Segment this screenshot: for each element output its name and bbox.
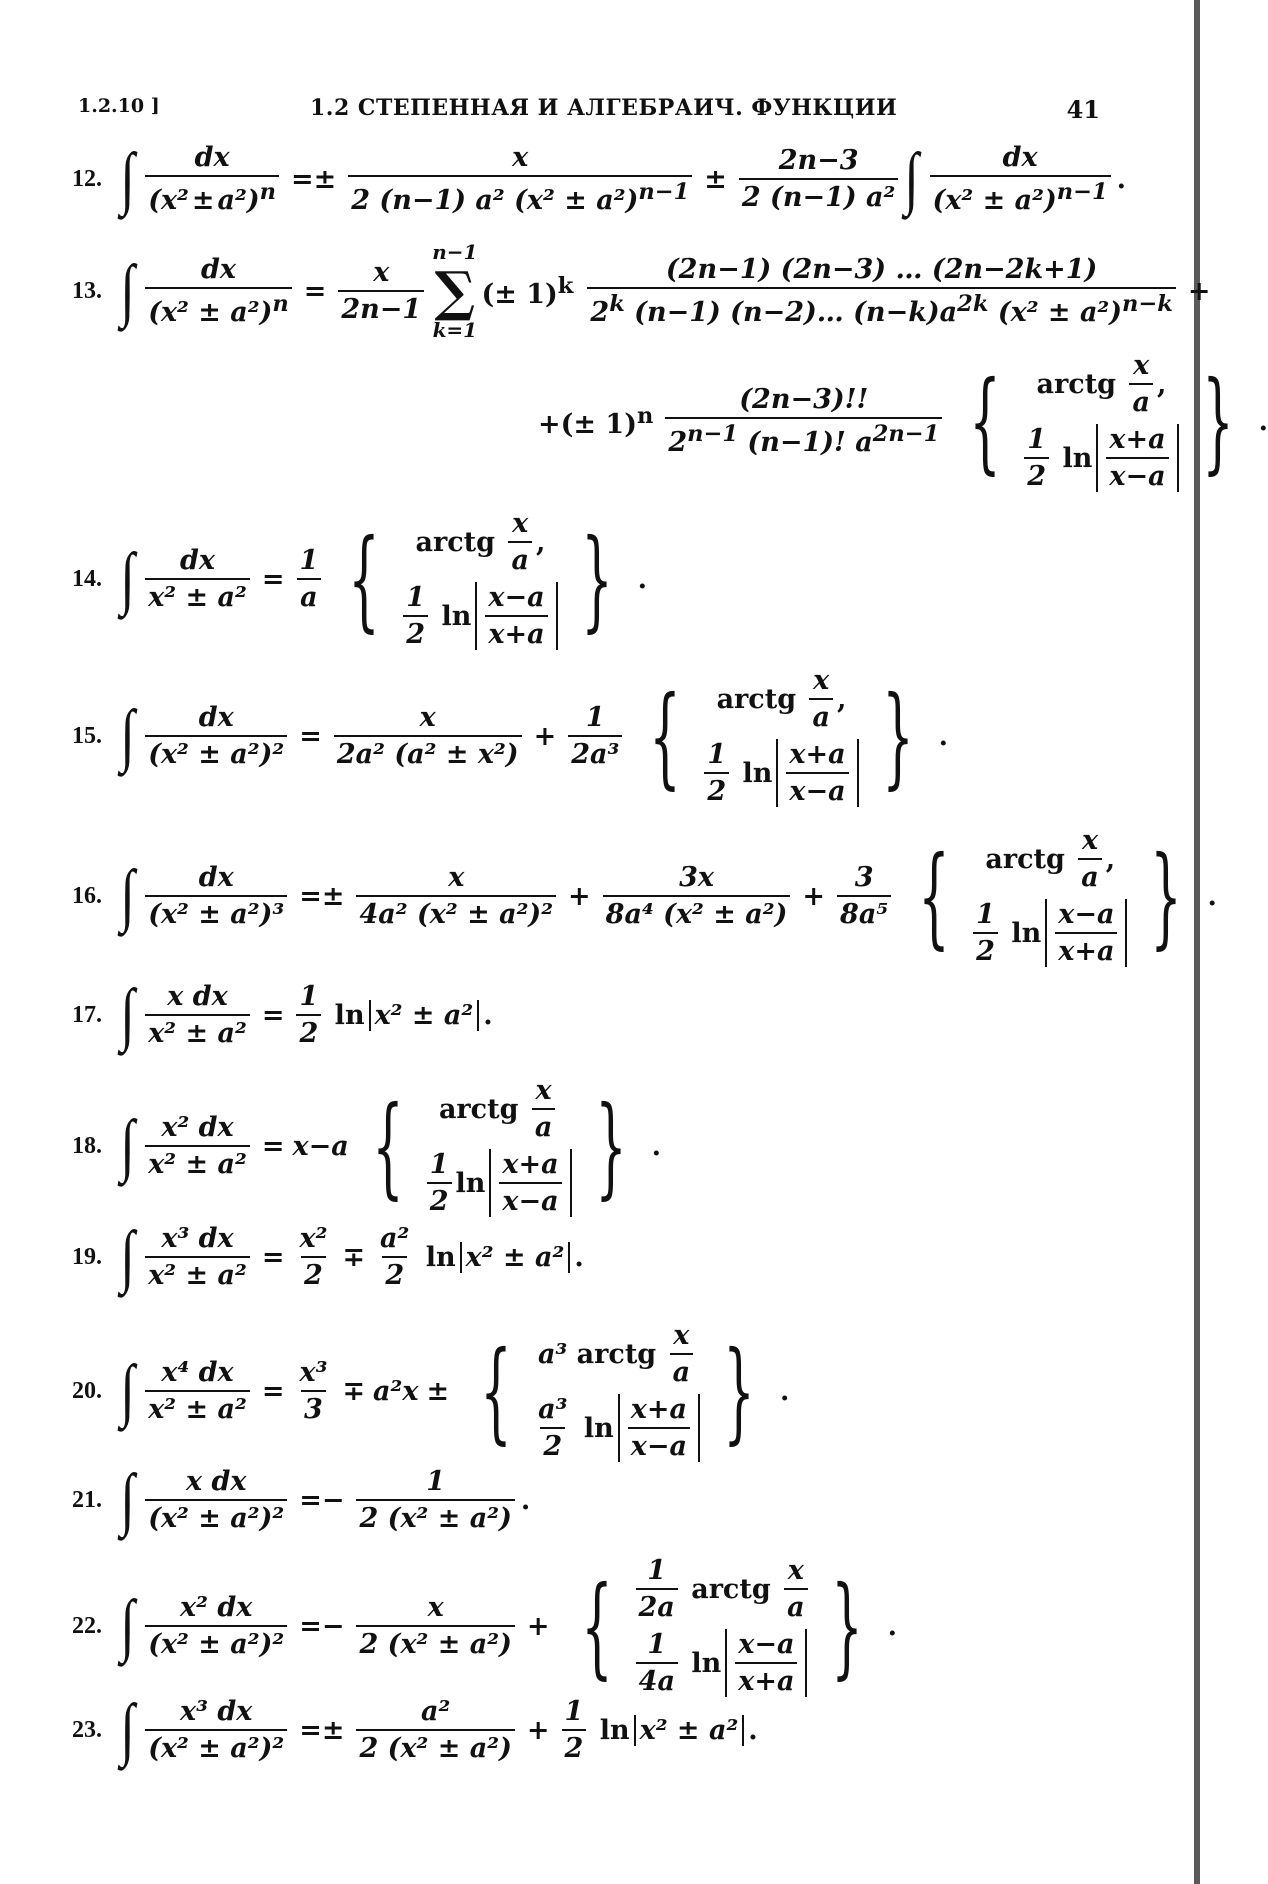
integral-sign: ∫ [120, 1218, 135, 1295]
cases-brace: { arctg $\frac{x}{a}$ , $\frac{1}{2}$ ln $\frac{x-a}{x+a}$ } [348, 508, 613, 650]
formula-21: 21. ∫ $\frac{\text{x dx}}{\text{(x² ± a²)²}}$ =− $\frac{1}{\text{2 (x² ± a²)}}$ . [72, 1461, 531, 1538]
formula-number: 18. [72, 1132, 102, 1159]
section-number: 1.2.10 ] [78, 95, 160, 117]
integral-sign: ∫ [120, 1691, 135, 1768]
integral-sign: ∫ [120, 857, 135, 934]
integral-sign: ∫ [120, 1587, 135, 1664]
formula-12: 12. ∫ $\frac{dx}{(x^2 \pm a^2)^n}$ =± $\frac{x}{2 (n-1) a^2 (x^2 \pm a^2)^{n-1}}$ ± $\frac{2n-3}{\text{2 (n−1) a²}}$ ∫ $\frac{dx}{(x^2 \pm a^2)^{n-1}}$ . [72, 140, 1127, 217]
formula-17: 17. ∫ $\frac{\text{x dx}}{\text{x² ± a²}}$ = $\frac{1}{2}$ ln x² ± a² . [72, 976, 493, 1053]
integral-sign: ∫ [120, 697, 135, 774]
formula-16: 16. ∫ $\frac{dx}{\text{(x² ± a²)³}}$ =± $\frac{x}{\text{4a² (x² ± a²)²}}$ + $\frac{3x}{\text{8a⁴ (x² ± a²)}}$ + $\frac{3}{\text{8a⁵}}$ { arctg $\frac{x}{a}$ , $\frac{1}{2}$ ln $\frac{x-a}{x+a}$ } . [72, 825, 1217, 967]
formula-number: 20. [72, 1377, 102, 1404]
formula-13: 13. ∫ $\frac{dx}{(x^2 \pm a^2)^n}$ = $\frac{x}{2n-1}$ n−1 ∑ k=1 (± 1)$^k$ $\frac{(2n-1) (2n-3) \dots (2n-2k+1)}{2^k (n-1) (n-2)\dots (n-k)a^{2k} (x^2 \pm a^2)^{n-k}}$ + [72, 240, 1211, 342]
integral-sign: ∫ [120, 540, 135, 617]
integral-sign: ∫ [904, 140, 920, 217]
formula-13-continuation: +(± 1)$^n$ $\frac{(2n-3)!!}{2^{n-1} (n-1)! a^{2n-1}}$ { arctg $\frac{x}{a}$ , $\frac{1}{2}$ ln $\frac{x+a}{x-a}$ } . [538, 350, 1268, 492]
formula-19: 19. ∫ $\frac{\text{x³ dx}}{\text{x² ± a²}}$ = $\frac{\text{x²}}{2}$ ∓ $\frac{\text{a²}}{2}$ ln x² ± a² . [72, 1218, 584, 1295]
integral-sign: ∫ [120, 1107, 135, 1184]
page-number: 41 [1066, 95, 1100, 124]
formula-20: 20. ∫ $\frac{\text{x⁴ dx}}{\text{x² ± a²}}$ = $\frac{\text{x³}}{3}$ ∓ a²x ± { a³ arctg $\frac{x}{a}$ $\frac{\text{a³}}{2}$ ln $\frac{x+a}{x-a}$ } . [72, 1320, 790, 1462]
integral-sign: ∫ [120, 140, 135, 217]
formula-number: 14. [72, 565, 102, 592]
formula-15: 15. ∫ $\frac{dx}{\text{(x² ± a²)²}}$ = $\frac{x}{\text{2a² (a² ± x²)}}$ + $\frac{1}{\text{2a³}}$ { arctg $\frac{x}{a}$ , $\frac{1}{2}$ ln $\frac{x+a}{x-a}$ } . [72, 665, 949, 807]
formula-number: 13. [72, 277, 102, 304]
formula-number: 15. [72, 722, 102, 749]
formula-18: 18. ∫ $\frac{\text{x² dx}}{\text{x² ± a²}}$ = x−a { arctg $\frac{x}{a}$ $\frac{1}{2}$ ln $\frac{x+a}{x-a}$ } . [72, 1075, 662, 1217]
integral-sign: ∫ [120, 252, 135, 329]
cases-brace: { arctg $\frac{x}{a}$ , $\frac{1}{2}$ ln $\frac{x+a}{x-a}$ } [649, 665, 914, 807]
formula-number: 23. [72, 1716, 102, 1743]
integral-sign: ∫ [120, 1352, 135, 1429]
cases-brace: { arctg $\frac{x}{a}$ , $\frac{1}{2}$ ln $\frac{x-a}{x+a}$ } [918, 825, 1183, 967]
cases-brace: { arctg $\frac{x}{a}$ $\frac{1}{2}$ ln $\frac{x+a}{x-a}$ } [371, 1075, 627, 1217]
cases-brace: { a³ arctg $\frac{x}{a}$ $\frac{\text{a³}}{2}$ ln $\frac{x+a}{x-a}$ } [480, 1320, 755, 1462]
cases-brace: { $\frac{1}{2a}$ arctg $\frac{x}{a}$ $\frac{1}{4a}$ ln $\frac{x-a}{x+a}$ } [580, 1555, 863, 1697]
summation-sign: n−1 ∑ k=1 [432, 240, 478, 342]
integral-sign: ∫ [120, 976, 135, 1053]
formula-number: 16. [72, 882, 102, 909]
formula-number: 22. [72, 1612, 102, 1639]
formula-number: 12. [72, 165, 102, 192]
formula-14: 14. ∫ $\frac{dx}{\text{x² ± a²}}$ = $\frac{1}{a}$ { arctg $\frac{x}{a}$ , $\frac{1}{2}$ ln $\frac{x-a}{x+a}$ } . [72, 508, 647, 650]
formula-number: 21. [72, 1486, 102, 1513]
formula-number: 17. [72, 1001, 102, 1028]
integral-sign: ∫ [120, 1461, 135, 1538]
formula-23: 23. ∫ $\frac{\text{x³ dx}}{\text{(x² ± a²)²}}$ =± $\frac{\text{a²}}{\text{2 (x² ± a²)}}$ + $\frac{1}{2}$ ln x² ± a² . [72, 1691, 758, 1768]
formula-22: 22. ∫ $\frac{\text{x² dx}}{\text{(x² ± a²)²}}$ =− $\frac{x}{\text{2 (x² ± a²)}}$ + { $\frac{1}{2a}$ arctg $\frac{x}{a}$ $\frac{1}{4a}$ ln $\frac{x-a}{x+a}$ } . [72, 1555, 898, 1697]
running-header: 1.2 СТЕПЕННАЯ И АЛГЕБРАИЧ. ФУНКЦИИ [310, 95, 898, 121]
formula-number: 19. [72, 1243, 102, 1270]
cases-brace: { arctg $\frac{x}{a}$ , $\frac{1}{2}$ ln $\frac{x+a}{x-a}$ } [969, 350, 1234, 492]
